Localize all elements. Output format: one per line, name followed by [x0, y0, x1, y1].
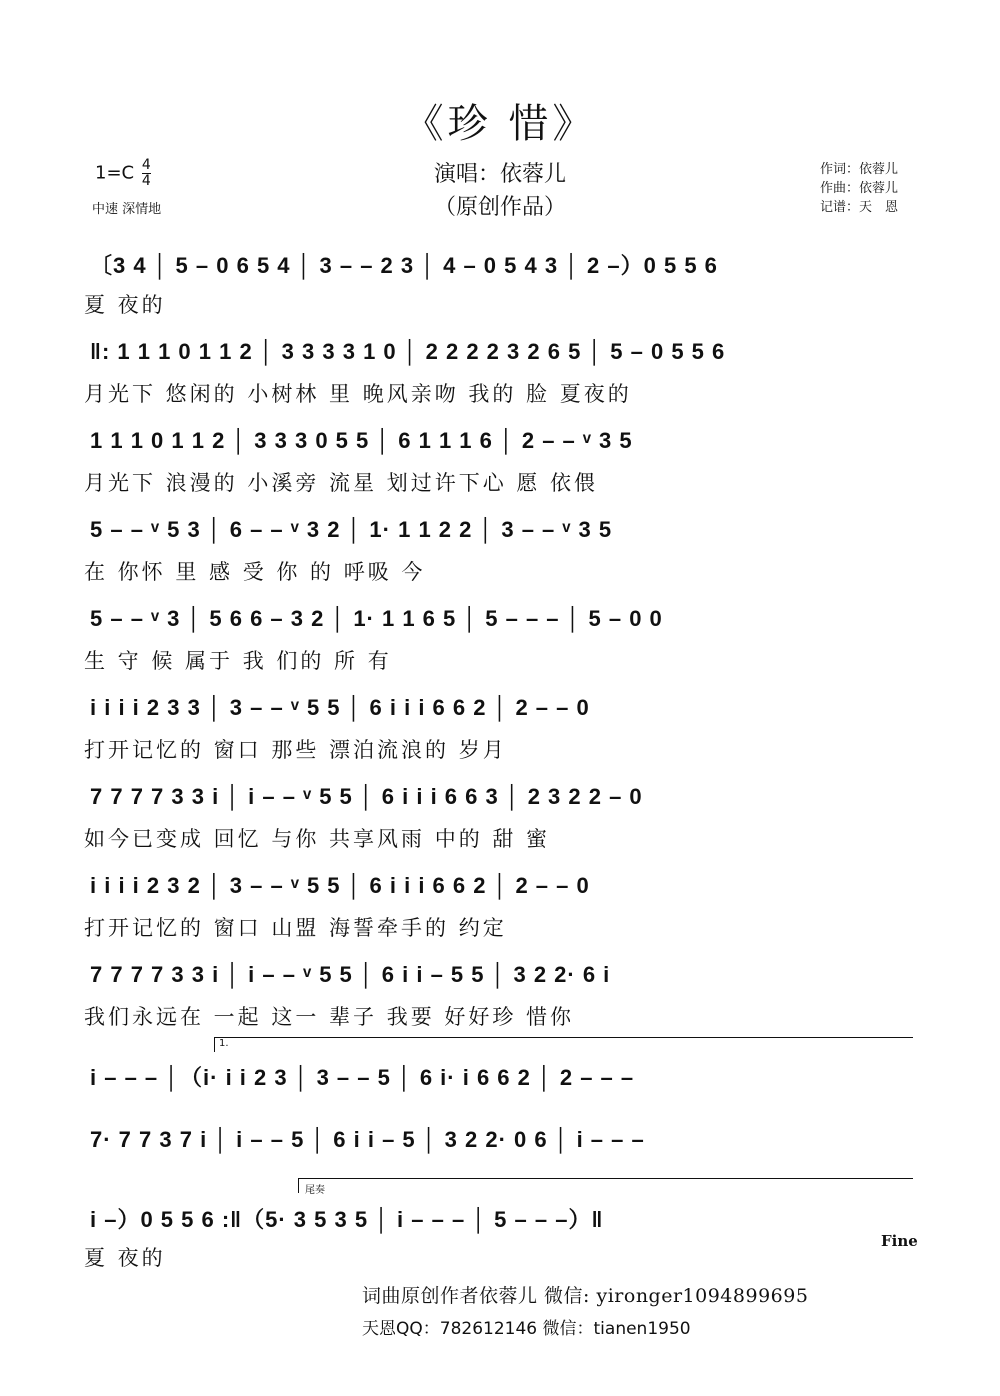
time-bottom: 4 — [141, 173, 151, 189]
notation-line: 7· 7 7 3 7 i │ i – – 5 │ 6 i i – 5 │ 3 2 2· 0 6 │ i – – – — [90, 1127, 645, 1152]
transcriber-credit: 记谱：天 恩 — [820, 200, 899, 215]
score-system-3 — [82, 422, 922, 466]
key-label: 1=C — [95, 162, 135, 184]
credits-block — [820, 160, 898, 217]
coda-label: 尾奏 — [305, 1185, 325, 1196]
footer-contact-line-1: 词曲原创作者依蓉儿 微信: yironger1094899695 — [362, 1285, 809, 1307]
score-system-6 — [82, 689, 922, 733]
lyric-line: 在 你怀 里 感 受 你 的 呼吸 今 — [84, 560, 426, 584]
score-system-12 — [82, 1197, 922, 1241]
notation-line: i i i i 2 3 2 │ 3 – – ᵛ 5 5 │ 6 i i i 6 6 2 │ 2 – – 0 — [90, 873, 590, 898]
volta-label: 1. — [219, 1038, 229, 1049]
notation-line: 7 7 7 7 3 3 i │ i – – ᵛ 5 5 │ 6 i i i 6 6 3 │ 2 3 2 2 – 0 — [90, 784, 643, 809]
key-signature — [95, 158, 151, 189]
lyric-line: 夏 夜的 — [84, 1246, 166, 1270]
notation-line: i i i i 2 3 3 │ 3 – – ᵛ 5 5 │ 6 i i i 6 6 2 │ 2 – – 0 — [90, 695, 590, 720]
score-system-4 — [82, 511, 922, 555]
time-signature — [142, 158, 151, 189]
notation-line: 5 – – ᵛ 3 │ 5 6 6 – 3 2 │ 1· 1 1 6 5 │ 5 – – – │ 5 – 0 0 — [90, 606, 663, 631]
tempo-marking: 中速 深情地 — [92, 202, 162, 217]
score-system-8 — [82, 867, 922, 911]
notation-line: i –）0 5 5 6 :‖（5· 3 5 3 5 │ i – – – │ 5 – – –）‖ — [90, 1207, 604, 1232]
coda-bracket — [298, 1178, 913, 1196]
lyric-line: 我们永远在 一起 这一 辈子 我要 好好珍 惜你 — [84, 1005, 575, 1029]
fine-marking: Fine — [881, 1232, 918, 1250]
score-system-2 — [82, 333, 922, 377]
lyric-line: 月光下 浪漫的 小溪旁 流星 划过许下心 愿 依偎 — [84, 471, 599, 495]
footer-contact-line-2: 天恩QQ：782612146 微信：tianen1950 — [362, 1319, 691, 1339]
score-system-10 — [82, 1055, 922, 1099]
score-system-11 — [82, 1121, 922, 1165]
composer-credit: 作曲：依蓉儿 — [820, 181, 899, 196]
song-title: 《珍 惜》 — [403, 101, 597, 147]
score-system-5 — [82, 600, 922, 644]
notation-line: 〔3 4 │ 5 – 0 6 5 4 │ 3 – – 2 3 │ 4 – 0 5 4 3 │ 2 –）0 5 5 6 — [90, 253, 718, 278]
volta-bracket — [214, 1037, 913, 1052]
score-system-1 — [82, 243, 922, 287]
lyric-line: 如今已变成 回忆 与你 共享风雨 中的 甜 蜜 — [84, 827, 551, 851]
score-system-7 — [82, 778, 922, 822]
original-note: （原创作品） — [433, 195, 566, 220]
time-top: 4 — [141, 157, 151, 173]
notation-line: 7 7 7 7 3 3 i │ i – – ᵛ 5 5 │ 6 i i – 5 5 │ 3 2 2· 6 i — [90, 962, 611, 987]
lyric-line: 夏 夜的 — [84, 293, 166, 317]
notation-line: i – – – │（i· i i 2 3 │ 3 – – 5 │ 6 i· i 6 6 2 │ 2 – – – — [90, 1065, 635, 1090]
lyric-line: 打开记忆的 窗口 山盟 海誓牵手的 约定 — [84, 916, 507, 940]
lyric-line: 月光下 悠闲的 小树林 里 晚风亲吻 我的 脸 夏夜的 — [84, 382, 632, 406]
lyric-line: 打开记忆的 窗口 那些 漂泊流浪的 岁月 — [84, 738, 507, 762]
score-system-9 — [82, 956, 922, 1000]
notation-line: 5 – – ᵛ 5 3 │ 6 – – ᵛ 3 2 │ 1· 1 1 2 2 │ 3 – – ᵛ 3 5 — [90, 517, 613, 542]
lyricist-credit: 作词：依蓉儿 — [820, 162, 899, 177]
notation-line: 1 1 1 0 1 1 2 │ 3 3 3 0 5 5 │ 6 1 1 1 6 │ 2 – – ᵛ 3 5 — [90, 428, 633, 453]
lyric-line: 生 守 候 属于 我 们的 所 有 — [84, 649, 392, 673]
singer-credit: 演唱：依蓉儿 — [433, 162, 566, 187]
notation-line: ‖: 1 1 1 0 1 1 2 │ 3 3 3 3 1 0 │ 2 2 2 2 3 2 6 5 │ 5 – 0 5 5 6 — [90, 339, 726, 364]
